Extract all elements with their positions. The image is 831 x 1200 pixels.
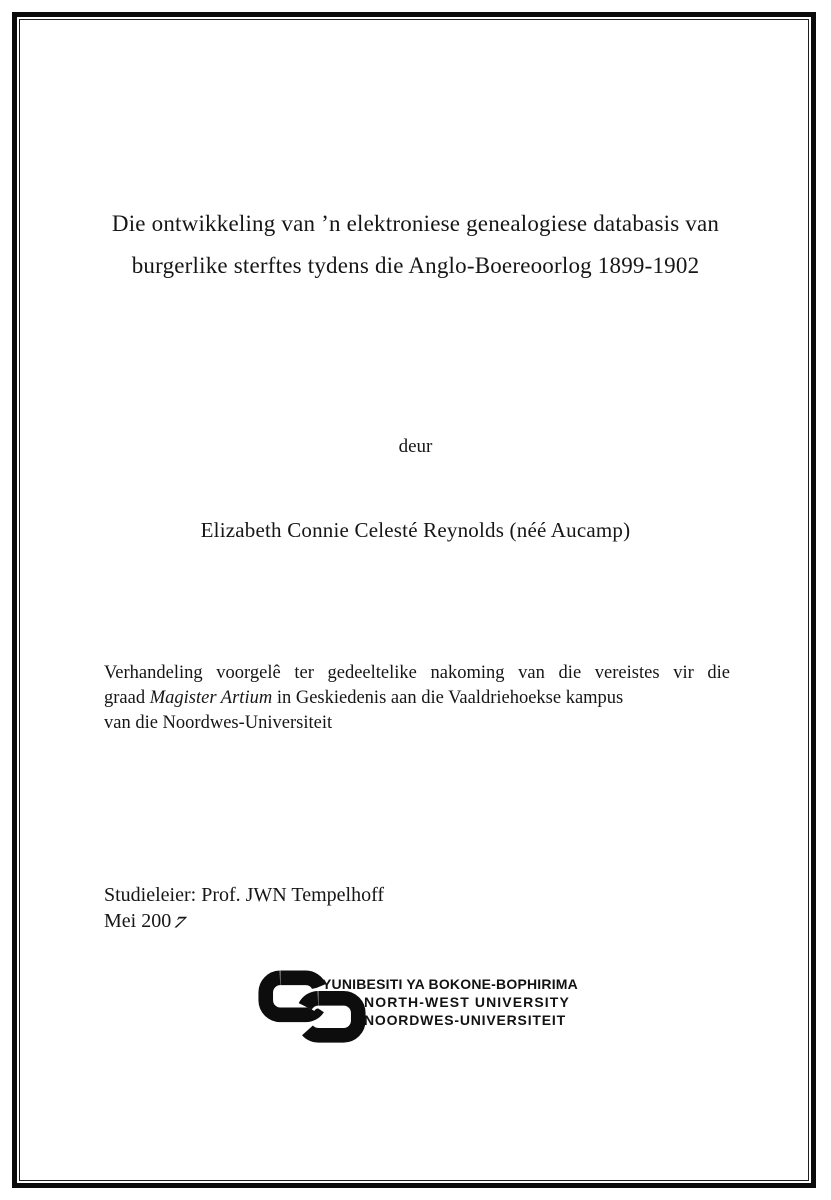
nwu-name-setswana: YUNIBESITI YA BOKONE-BOPHIRIMA (322, 976, 578, 992)
degree-statement-line1: Verhandeling voorgelê ter gedeeltelike nakoming van die vereistes vir die (104, 663, 730, 683)
thesis-title-line2: burgerlike sterftes tydens die Anglo-Boereoorlog 1899-1902 (131, 253, 700, 278)
nwu-logo-wordmark (322, 967, 578, 1029)
thesis-title (40, 203, 791, 287)
degree-statement (104, 661, 730, 736)
degree-statement-line2-before: graad (104, 688, 150, 708)
degree-statement-line2 (104, 686, 730, 711)
thesis-title-line1: Die ontwikkeling van ’n elektroniese genealogiese databasis van (111, 211, 720, 236)
degree-statement-line2-after: in Geskiedenis aan die Vaaldriehoekse kampus (272, 688, 624, 708)
submission-date-last-digit: 7 (170, 913, 190, 932)
submission-date-prefix: Mei 200 (104, 910, 172, 932)
submission-date (104, 908, 384, 934)
degree-name-italic: Magister Artium (149, 688, 273, 708)
supervisor-line: Studieleier: Prof. JWN Tempelhoff (104, 884, 385, 906)
byline: deur (398, 436, 433, 457)
degree-statement-line3: van die Noordwes-Universiteit (104, 713, 333, 733)
supervisor-block (104, 882, 384, 934)
nwu-name-afrikaans: NOORDWES-UNIVERSITEIT (364, 1012, 566, 1028)
author-name: Elizabeth Connie Celesté Reynolds (néé Aucamp) (200, 518, 631, 542)
nwu-logo (256, 967, 578, 1050)
nwu-name-english: NORTH-WEST UNIVERSITY (364, 994, 570, 1010)
